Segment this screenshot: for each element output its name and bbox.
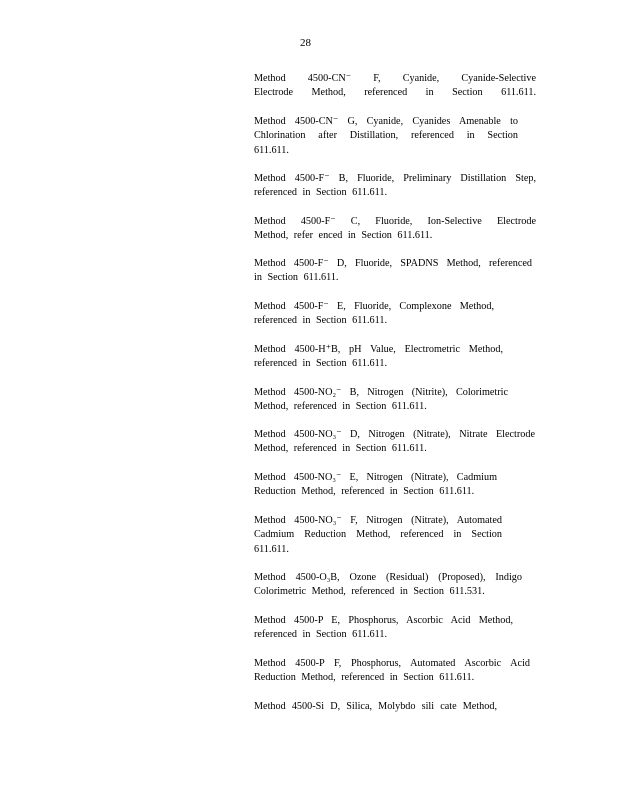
entry-line: Colorimetric Method, referenced in Section 611.531.	[254, 586, 485, 598]
page-number: 28	[300, 37, 311, 49]
entry-p-f	[254, 657, 530, 686]
entry-f-c	[254, 215, 536, 244]
entry-no3-e	[254, 471, 497, 500]
entry-f-e	[254, 300, 494, 329]
entry-line: referenced in Section 611.611.	[254, 629, 387, 641]
entry-line: referenced in Section 611.611.	[254, 187, 387, 199]
entry-line: 611.611.	[254, 144, 289, 156]
entry-p-e	[254, 614, 513, 643]
entry-line: Method 4500-P F, Phosphorus, Automated Ascorbic Acid	[254, 658, 530, 669]
entry-line: Method 4500-CN⁻ F, Cyanide, Cyanide-Selective	[254, 73, 536, 84]
entry-line: Reduction Method, referenced in Section 611.611.	[254, 486, 475, 498]
entry-line: Method 4500-NO₂⁻ B, Nitrogen (Nitrite), Colorimetric	[254, 387, 508, 398]
entry-f-b	[254, 172, 536, 201]
entry-line: Cadmium Reduction Method, referenced in Section	[254, 529, 502, 541]
entry-line: Method, referenced in Section 611.611.	[254, 443, 427, 455]
entry-no3-f	[254, 514, 502, 557]
entry-cn-f	[254, 72, 536, 101]
entry-no2-b	[254, 386, 508, 415]
entry-line: Method 4500-F⁻ E, Fluoride, Complexone Method,	[254, 301, 494, 312]
entry-line: Reduction Method, referenced in Section 611.611.	[254, 672, 475, 684]
entry-line: Method 4500-Si D, Silica, Molybdo sili cate Method,	[254, 701, 497, 712]
entry-line: Method 4500-NO₃⁻ F, Nitrogen (Nitrate), Automated	[254, 515, 502, 526]
entry-line: Method 4500-F⁻ C, Fluoride, Ion-Selective Electrode	[254, 216, 536, 227]
entry-h-b	[254, 343, 503, 372]
entry-line: Method 4500-P E, Phosphorus, Ascorbic Acid Method,	[254, 615, 513, 626]
entry-si-d	[254, 700, 497, 714]
entry-line: in Section 611.611.	[254, 272, 339, 284]
entry-f-d	[254, 257, 532, 286]
entry-no3-d	[254, 428, 535, 457]
entry-line: Method 4500-CN⁻ G, Cyanide, Cyanides Amenable to	[254, 116, 518, 127]
entry-line: Method 4500-F⁻ B, Fluoride, Preliminary Distillation Step,	[254, 173, 536, 184]
entry-line: Electrode Method, referenced in Section 611.611.	[254, 87, 536, 99]
entry-cn-g	[254, 115, 518, 158]
entry-o3-b	[254, 571, 522, 600]
entry-line: Method 4500-NO₃⁻ D, Nitrogen (Nitrate), Nitrate Electrode	[254, 429, 535, 440]
entry-line: Method 4500-H⁺B, pH Value, Electrometric Method,	[254, 344, 503, 355]
entry-line: Method 4500-O₃B, Ozone (Residual) (Proposed), Indigo	[254, 572, 522, 583]
entry-line: Method 4500-NO₃⁻ E, Nitrogen (Nitrate), Cadmium	[254, 472, 497, 483]
entry-line: 611.611.	[254, 543, 289, 555]
entry-line: Chlorination after Distillation, referenced in Section	[254, 130, 518, 142]
entry-line: Method, refer enced in Section 611.611.	[254, 230, 433, 242]
entry-line: Method 4500-F⁻ D, Fluoride, SPADNS Method, referenced	[254, 258, 532, 269]
entry-line: Method, referenced in Section 611.611.	[254, 401, 427, 413]
entry-line: referenced in Section 611.611.	[254, 315, 387, 327]
entry-line: referenced in Section 611.611.	[254, 358, 387, 370]
